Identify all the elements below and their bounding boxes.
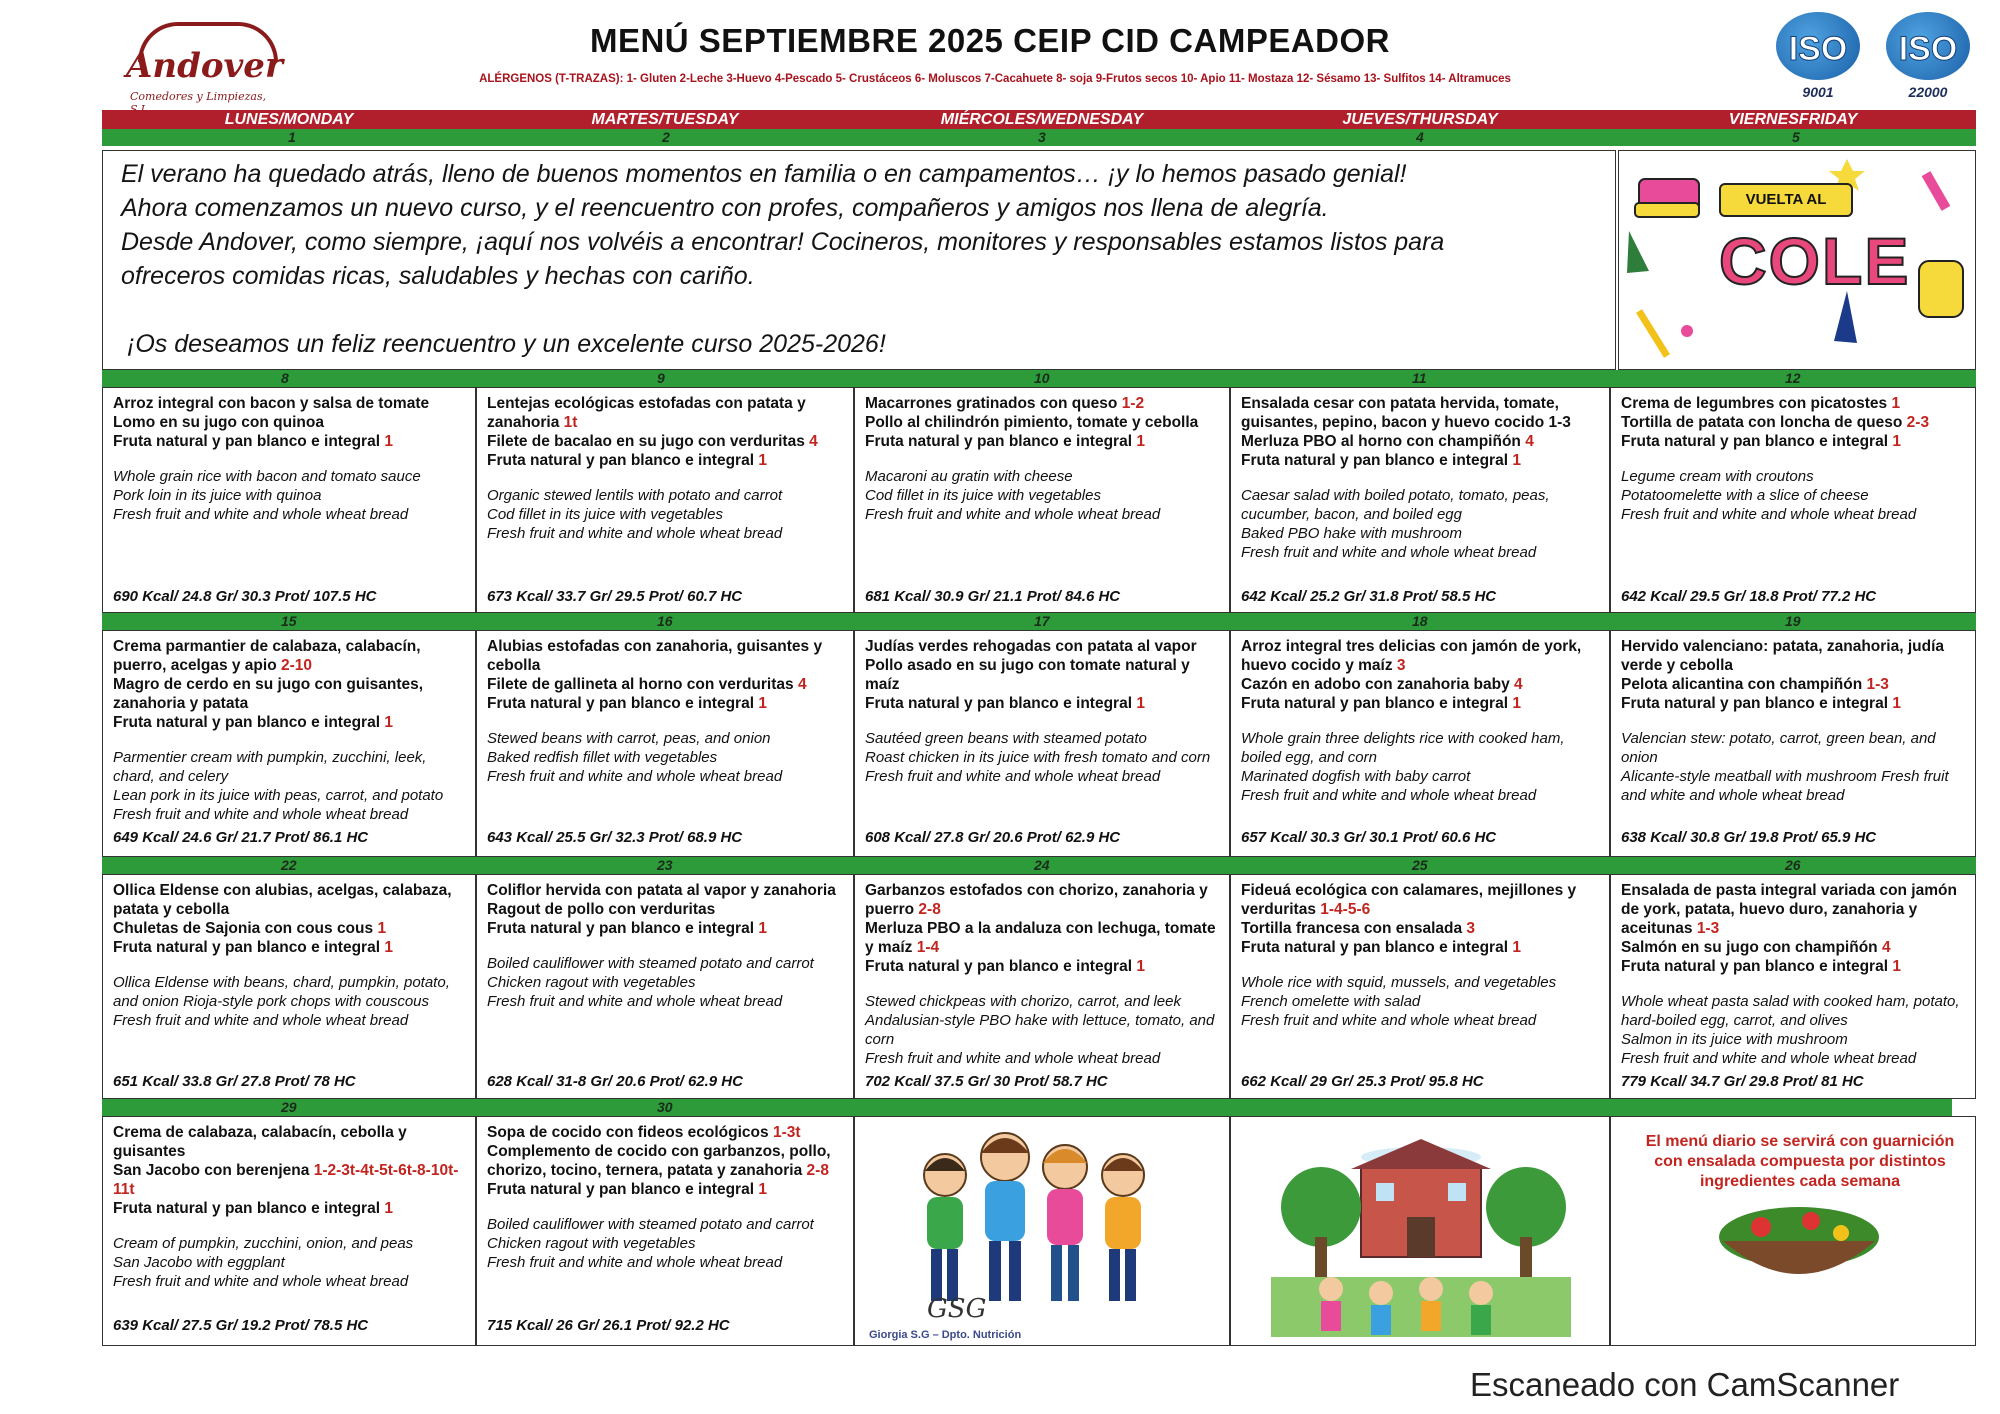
dish-spanish bbox=[487, 900, 847, 919]
menu-day-cell bbox=[854, 630, 1230, 857]
dish-spanish bbox=[113, 394, 469, 413]
day-number: 24 bbox=[1034, 857, 1050, 873]
nutrition-summary: 649 Kcal/ 24.6 Gr/ 21.7 Prot/ 86.1 HC bbox=[113, 829, 369, 846]
allergen-codes: 1-4 bbox=[916, 939, 940, 956]
dish-spanish bbox=[1621, 957, 1969, 976]
vuelta-al-badge: VUELTA AL bbox=[1719, 183, 1853, 217]
dish-spanish bbox=[487, 675, 847, 694]
dish-spanish bbox=[1241, 637, 1603, 675]
nutrition-summary: 681 Kcal/ 30.9 Gr/ 21.1 Prot/ 84.6 HC bbox=[865, 588, 1121, 605]
dish-text: Tortilla francesa con ensalada bbox=[1241, 920, 1467, 937]
nutrition-summary: 702 Kcal/ 37.5 Gr/ 30 Prot/ 58.7 HC bbox=[865, 1073, 1108, 1090]
allergen-codes: 3 bbox=[1396, 657, 1406, 674]
nutrition-summary: 651 Kcal/ 33.8 Gr/ 27.8 Prot/ 78 HC bbox=[113, 1073, 356, 1090]
intro-line: Ahora comenzamos un nuevo curso, y el reencuentro con profes, compañeros y amigos nos llena de alegría. bbox=[121, 194, 1329, 222]
dish-text: Arroz integral con bacon y salsa de tomate bbox=[113, 395, 430, 412]
nutrition-summary: 779 Kcal/ 34.7 Gr/ 29.8 Prot/ 81 HC bbox=[1621, 1073, 1864, 1090]
nutrition-summary: 662 Kcal/ 29 Gr/ 25.3 Prot/ 95.8 HC bbox=[1241, 1073, 1484, 1090]
menu-day-cell bbox=[1610, 630, 1976, 857]
dish-spanish bbox=[1241, 881, 1603, 919]
menu-day-cell bbox=[102, 874, 476, 1099]
dish-spanish bbox=[113, 881, 469, 919]
allergen-codes: 1 bbox=[384, 1200, 393, 1217]
dish-english: Fresh fruit and white and whole wheat bread bbox=[1621, 506, 1917, 523]
allergen-codes: 1 bbox=[1892, 695, 1901, 712]
dish-spanish bbox=[1241, 675, 1603, 694]
dish-text: Fruta natural y pan blanco e integral bbox=[113, 433, 385, 450]
dish-spanish bbox=[1241, 451, 1603, 470]
nutrition-summary: 639 Kcal/ 27.5 Gr/ 19.2 Prot/ 78.5 HC bbox=[113, 1317, 369, 1334]
dish-spanish bbox=[487, 881, 847, 900]
intro-line: ofreceros comidas ricas, saludables y hechas con cariño. bbox=[121, 262, 755, 290]
allergen-codes: 4 bbox=[809, 433, 818, 450]
allergen-codes: 1 bbox=[1136, 958, 1145, 975]
dish-text: Fruta natural y pan blanco e integral bbox=[1241, 452, 1513, 469]
menu-day-cell bbox=[102, 630, 476, 857]
allergen-codes: 4 bbox=[797, 676, 807, 693]
day-header-monday: LUNES/MONDAY bbox=[102, 110, 476, 129]
dish-english: Parmentier cream with pumpkin, zucchini, leek, chard, and celery bbox=[113, 749, 427, 785]
allergen-codes: 1t bbox=[563, 414, 578, 431]
allergen-codes: 1-2-3t-4t-5t-6t-8-10t-11t bbox=[113, 1162, 459, 1198]
dish-spanish bbox=[1621, 694, 1969, 713]
dish-english: Fresh fruit and white and whole wheat bread bbox=[865, 768, 1161, 785]
allergen-codes: 2-8 bbox=[918, 901, 941, 918]
menu-day-cell bbox=[1610, 874, 1976, 1099]
dish-spanish bbox=[865, 394, 1223, 413]
dish-text: Filete de gallineta al horno con verduritas bbox=[487, 676, 798, 693]
dish-text: Fruta natural y pan blanco e integral bbox=[487, 1181, 759, 1198]
svg-text:GSG: GSG bbox=[927, 1294, 987, 1324]
allergen-codes: 1 bbox=[1512, 452, 1521, 469]
allergen-codes: 1 bbox=[384, 939, 393, 956]
dish-spanish bbox=[1621, 881, 1969, 938]
dish-text: Ensalada cesar con patata hervida, tomate, guisantes, pepino, bacon y huevo cocido 1-3 bbox=[1241, 395, 1571, 431]
day-number: 29 bbox=[281, 1099, 297, 1115]
day-header-thursday: JUEVES/THURSDAY bbox=[1230, 110, 1610, 129]
dish-spanish bbox=[487, 637, 847, 675]
menu-day-cell bbox=[476, 874, 854, 1099]
intro-message bbox=[102, 150, 1616, 370]
dish-english: Fresh fruit and white and whole wheat bread bbox=[487, 993, 783, 1010]
allergen-codes: 1-2 bbox=[1121, 395, 1145, 412]
menu-day-cell bbox=[1230, 630, 1610, 857]
menu-day-cell bbox=[102, 1116, 476, 1346]
dish-text: Arroz integral tres delicias con jamón de york, huevo cocido y maíz bbox=[1241, 638, 1582, 674]
day-number: 18 bbox=[1412, 613, 1428, 629]
dish-text: Sopa de cocido con fideos ecológicos bbox=[487, 1124, 773, 1141]
day-number: 25 bbox=[1412, 857, 1428, 873]
dish-english: Marinated dogfish with baby carrot bbox=[1241, 768, 1471, 785]
allergen-codes: 2-3 bbox=[1906, 414, 1930, 431]
dish-english: Boiled cauliflower with steamed potato and carrot bbox=[487, 955, 814, 972]
dish-english: Chicken ragout with vegetables bbox=[487, 1235, 696, 1252]
week-number-bar bbox=[102, 370, 1976, 387]
day-number: 19 bbox=[1785, 613, 1801, 629]
nutrition-summary: 628 Kcal/ 31-8 Gr/ 20.6 Prot/ 62.9 HC bbox=[487, 1073, 743, 1090]
dish-english: Fresh fruit and white and whole wheat bread bbox=[113, 506, 409, 523]
week-number-bar bbox=[102, 613, 1976, 630]
dish-text: Fruta natural y pan blanco e integral bbox=[865, 433, 1137, 450]
dish-text: Judías verdes rehogadas con patata al vapor bbox=[865, 638, 1197, 655]
allergen-codes: 1 bbox=[1892, 433, 1901, 450]
dish-english: Stewed beans with carrot, peas, and onion bbox=[487, 730, 771, 747]
dish-spanish bbox=[865, 432, 1223, 451]
dish-spanish bbox=[113, 1161, 469, 1199]
dish-english: Baked redfish fillet with vegetables bbox=[487, 749, 718, 766]
day-number: 10 bbox=[1034, 370, 1050, 386]
dish-english: French omelette with salad bbox=[1241, 993, 1421, 1010]
dish-english: Fresh fruit and white and whole wheat bread bbox=[113, 1012, 409, 1029]
dish-spanish bbox=[1621, 432, 1969, 451]
dish-text: Pelota alicantina con champiñón bbox=[1621, 676, 1867, 693]
allergen-codes: 1 bbox=[1136, 433, 1145, 450]
nutrition-summary: 715 Kcal/ 26 Gr/ 26.1 Prot/ 92.2 HC bbox=[487, 1317, 730, 1334]
dish-spanish bbox=[487, 919, 847, 938]
dish-english: Fresh fruit and white and whole wheat bread bbox=[1241, 544, 1537, 561]
dish-text: Ensalada de pasta integral variada con jamón de york, patata, huevo duro, zanahoria y aceitunas bbox=[1621, 882, 1957, 937]
dish-text: Fruta natural y pan blanco e integral bbox=[487, 920, 759, 937]
allergen-codes: 1 bbox=[384, 433, 393, 450]
dish-text: Ollica Eldense con alubias, acelgas, calabaza, patata y cebolla bbox=[113, 882, 452, 918]
iso-22000-seal: ISO 22000 bbox=[1880, 12, 1978, 110]
dish-text: Fruta natural y pan blanco e integral bbox=[1621, 958, 1893, 975]
day-number: 12 bbox=[1785, 370, 1801, 386]
dish-text: Coliflor hervida con patata al vapor y zanahoria bbox=[487, 882, 836, 899]
menu-day-cell bbox=[102, 387, 476, 613]
dish-spanish bbox=[1621, 938, 1969, 957]
cole-word: COLE bbox=[1719, 224, 1911, 298]
dish-text: Fruta natural y pan blanco e integral bbox=[487, 695, 759, 712]
dish-text: Fruta natural y pan blanco e integral bbox=[1621, 433, 1893, 450]
dish-english: Andalusian-style PBO hake with lettuce, tomato, and corn bbox=[865, 1012, 1215, 1048]
day-number: 30 bbox=[657, 1099, 673, 1115]
day-number: 3 bbox=[1038, 129, 1046, 145]
dish-spanish bbox=[1621, 637, 1969, 675]
allergen-codes: 1-3t bbox=[772, 1124, 801, 1141]
dish-english: Chicken ragout with vegetables bbox=[487, 974, 696, 991]
menu-day-cell bbox=[1230, 387, 1610, 613]
dish-english: Fresh fruit and white and whole wheat bread bbox=[865, 506, 1161, 523]
dish-text: Filete de bacalao en su jugo con verduritas bbox=[487, 433, 810, 450]
nutrition-summary: 608 Kcal/ 27.8 Gr/ 20.6 Prot/ 62.9 HC bbox=[865, 829, 1121, 846]
dish-spanish bbox=[1241, 938, 1603, 957]
dish-spanish bbox=[487, 694, 847, 713]
dish-text: Chuletas de Sajonia con cous cous bbox=[113, 920, 378, 937]
allergen-codes: 4 bbox=[1525, 433, 1534, 450]
allergen-codes: 1 bbox=[758, 1181, 767, 1198]
dish-spanish bbox=[113, 713, 469, 732]
iso-9001-seal: ISO 9001 bbox=[1770, 12, 1868, 110]
nutrition-summary: 642 Kcal/ 25.2 Gr/ 31.8 Prot/ 58.5 HC bbox=[1241, 588, 1497, 605]
week-number-bar bbox=[102, 857, 1976, 874]
day-number: 4 bbox=[1416, 129, 1424, 145]
allergen-codes: 1 bbox=[758, 452, 767, 469]
allergen-codes: 1 bbox=[758, 695, 767, 712]
daily-menu-note: El menú diario se servirá con guarnición con ensalada compuesta por distintos ingredientes cada semana bbox=[1645, 1133, 1955, 1190]
dish-english: Roast chicken in its juice with fresh tomato and corn bbox=[865, 749, 1211, 766]
dish-spanish bbox=[1621, 413, 1969, 432]
dish-spanish bbox=[865, 957, 1223, 976]
dish-english: Fresh fruit and white and whole wheat bread bbox=[1621, 1050, 1917, 1067]
dish-english: Valencian stew: potato, carrot, green bean, and onion bbox=[1621, 730, 1936, 766]
day-number: 16 bbox=[657, 613, 673, 629]
menu-day-cell bbox=[854, 387, 1230, 613]
dish-english: Ollica Eldense with beans, chard, pumpkin, potato, and onion Rioja-style pork chops with couscous bbox=[113, 974, 450, 1010]
dish-text: Fruta natural y pan blanco e integral bbox=[113, 1200, 385, 1217]
dish-english: Fresh fruit and white and whole wheat bread bbox=[1241, 787, 1537, 804]
allergen-codes: 1-4-5-6 bbox=[1320, 901, 1371, 918]
dish-text: Macarrones gratinados con queso bbox=[865, 395, 1122, 412]
day-number: 23 bbox=[657, 857, 673, 873]
allergen-codes: 4 bbox=[1514, 676, 1523, 693]
dish-english: Organic stewed lentils with potato and carrot bbox=[487, 487, 783, 504]
day-number: 26 bbox=[1785, 857, 1801, 873]
dish-spanish bbox=[1241, 432, 1603, 451]
dish-english: Fresh fruit and white and whole wheat bread bbox=[487, 1254, 783, 1271]
andover-logo bbox=[120, 18, 290, 106]
dish-english: Fresh fruit and white and whole wheat bread bbox=[1241, 1012, 1537, 1029]
allergen-codes: 1 bbox=[1136, 695, 1145, 712]
dish-english: Fresh fruit and white and whole wheat bread bbox=[113, 1273, 409, 1290]
dish-english: Fresh fruit and white and whole wheat bread bbox=[487, 768, 783, 785]
dish-text: Crema de calabaza, calabacín, cebolla y guisantes bbox=[113, 1124, 407, 1160]
dish-text: Garbanzos estofados con chorizo, zanahoria y puerro bbox=[865, 882, 1208, 918]
day-number: 17 bbox=[1034, 613, 1050, 629]
dish-english: Sautéed green beans with steamed potato bbox=[865, 730, 1147, 747]
dish-english: Cod fillet in its juice with vegetables bbox=[865, 487, 1101, 504]
nutrition-signature: Giorgia S.G – Dpto. Nutrición bbox=[869, 1329, 1022, 1341]
allergen-codes: 2-8 bbox=[806, 1162, 829, 1179]
dish-spanish bbox=[487, 1180, 847, 1199]
dish-text: Complemento de cocido con garbanzos, pollo, chorizo, tocino, ternera, patata y zanahoria bbox=[487, 1143, 831, 1179]
dish-spanish bbox=[113, 432, 469, 451]
dish-english: Baked PBO hake with mushroom bbox=[1241, 525, 1462, 542]
allergen-codes: 1 bbox=[758, 920, 767, 937]
camscanner-watermark: Escaneado con CamScanner bbox=[1470, 1366, 1900, 1403]
day-number: 1 bbox=[288, 129, 296, 145]
menu-day-cell bbox=[476, 1116, 854, 1346]
dish-text: Fideuá ecológica con calamares, mejillones y verduritas bbox=[1241, 882, 1577, 918]
allergen-codes: 1-3 bbox=[1866, 676, 1889, 693]
dish-text: Fruta natural y pan blanco e integral bbox=[113, 939, 385, 956]
nutrition-summary: 657 Kcal/ 30.3 Gr/ 30.1 Prot/ 60.6 HC bbox=[1241, 829, 1497, 846]
dish-spanish bbox=[113, 938, 469, 957]
dish-english: Cod fillet in its juice with vegetables bbox=[487, 506, 723, 523]
allergen-codes: 1 bbox=[1892, 958, 1901, 975]
dish-english: Whole grain three delights rice with cooked ham, boiled egg, and corn bbox=[1241, 730, 1565, 766]
intro-wish: ¡Os deseamos un feliz reencuentro y un excelente curso 2025-2026! bbox=[127, 330, 886, 358]
dish-text: Fruta natural y pan blanco e integral bbox=[1621, 695, 1893, 712]
dish-english: Fresh fruit and white and whole wheat bread bbox=[113, 806, 409, 823]
day-number: 15 bbox=[281, 613, 297, 629]
day-header-tuesday: MARTES/TUESDAY bbox=[476, 110, 854, 129]
allergen-codes: 1 bbox=[377, 920, 387, 937]
dish-spanish bbox=[487, 432, 847, 451]
menu-day-cell bbox=[476, 630, 854, 857]
allergen-codes: 2-10 bbox=[280, 657, 313, 674]
dish-text: Crema de legumbres con picatostes bbox=[1621, 395, 1892, 412]
dish-spanish bbox=[865, 656, 1223, 694]
day-number: 9 bbox=[657, 370, 665, 386]
dish-spanish bbox=[113, 919, 469, 938]
allergen-codes: 4 bbox=[1881, 939, 1891, 956]
kids-illustration-cell bbox=[854, 1116, 1230, 1346]
dish-text: Fruta natural y pan blanco e integral bbox=[1241, 939, 1513, 956]
page-title: MENÚ SEPTIEMBRE 2025 CEIP CID CAMPEADOR bbox=[589, 22, 1391, 59]
dish-text: Magro de cerdo en su jugo con guisantes, zanahoria y patata bbox=[113, 676, 424, 712]
logo-tagline: Comedores y Limpiezas, bbox=[130, 90, 267, 103]
dish-english: Boiled cauliflower with steamed potato and carrot bbox=[487, 1216, 814, 1233]
school-building-illustration bbox=[1231, 1117, 1610, 1346]
day-number: 2 bbox=[662, 129, 670, 145]
day-number: 8 bbox=[281, 370, 289, 386]
allergen-codes: 1 bbox=[1891, 395, 1901, 412]
dish-spanish bbox=[113, 637, 469, 675]
day-number: 5 bbox=[1792, 129, 1800, 145]
dish-spanish bbox=[1621, 394, 1969, 413]
dish-text: Lomo en su jugo con quinoa bbox=[113, 414, 324, 431]
dish-text: Alubias estofadas con zanahoria, guisantes y cebolla bbox=[487, 638, 823, 674]
dish-english: Whole grain rice with bacon and tomato sauce bbox=[113, 468, 421, 485]
dish-spanish bbox=[1241, 919, 1603, 938]
dish-english: Potatoomelette with a slice of cheese bbox=[1621, 487, 1869, 504]
menu-day-cell bbox=[1230, 874, 1610, 1099]
dish-spanish bbox=[865, 694, 1223, 713]
dish-english: San Jacobo with eggplant bbox=[113, 1254, 285, 1271]
allergen-codes: 1-3 bbox=[1696, 920, 1720, 937]
allergens-legend: ALÉRGENOS (T-TRAZAS): 1- Gluten 2-Leche 3-Huevo 4-Pescado 5- Crustáceos 6- Moluscos 7-Cacahuete 8- soja 9-Frutos secos 10- Apio 11- Mostaza 12- Sésamo 13- Sulfitos 14- Altramuces bbox=[479, 73, 1511, 85]
menu-day-cell bbox=[854, 874, 1230, 1099]
dish-english: Fresh fruit and white and whole wheat bread bbox=[487, 525, 783, 542]
dish-text: Pollo al chilindrón pimiento, tomate y cebolla bbox=[865, 414, 1199, 431]
dish-text: Ragout de pollo con verduritas bbox=[487, 901, 716, 918]
school-illustration-cell bbox=[1230, 1116, 1610, 1346]
dish-spanish bbox=[1241, 694, 1603, 713]
dish-spanish bbox=[1241, 394, 1603, 432]
intro-line: El verano ha quedado atrás, lleno de buenos momentos en familia o en campamentos… ¡y lo hemos pasado genial! bbox=[121, 160, 1407, 188]
dish-text: Fruta natural y pan blanco e integral bbox=[1241, 695, 1513, 712]
allergen-codes: 1 bbox=[1512, 695, 1521, 712]
dish-text: Cazón en adobo con zanahoria baby bbox=[1241, 676, 1515, 693]
dish-text: San Jacobo con berenjena bbox=[113, 1162, 314, 1179]
dish-spanish bbox=[113, 1123, 469, 1161]
dish-spanish bbox=[113, 413, 469, 432]
dish-spanish bbox=[865, 919, 1223, 957]
vuelta-al-cole-illustration bbox=[1618, 150, 1976, 370]
week1-number-bar bbox=[102, 129, 1976, 146]
dish-english: Whole wheat pasta salad with cooked ham, potato, hard-boiled egg, carrot, and olives bbox=[1621, 993, 1960, 1029]
allergen-codes: 1 bbox=[384, 714, 393, 731]
logo-name: Andover bbox=[126, 46, 283, 86]
children-illustration bbox=[855, 1117, 1230, 1346]
dish-english: Stewed chickpeas with chorizo, carrot, and leek bbox=[865, 993, 1181, 1010]
day-number: 11 bbox=[1412, 370, 1427, 386]
dish-english: Caesar salad with boiled potato, tomato, peas, cucumber, bacon, and boiled egg bbox=[1241, 487, 1550, 523]
dish-text: Fruta natural y pan blanco e integral bbox=[113, 714, 385, 731]
dish-text: Fruta natural y pan blanco e integral bbox=[487, 452, 759, 469]
dish-spanish bbox=[487, 1142, 847, 1180]
dish-spanish bbox=[1621, 675, 1969, 694]
dish-english: Fresh fruit and white and whole wheat bread bbox=[865, 1050, 1161, 1067]
dish-english: Pork loin in its juice with quinoa bbox=[113, 487, 322, 504]
nutrition-summary: 643 Kcal/ 25.5 Gr/ 32.3 Prot/ 68.9 HC bbox=[487, 829, 743, 846]
dish-spanish bbox=[113, 675, 469, 713]
dish-spanish bbox=[487, 394, 847, 432]
dish-spanish bbox=[865, 637, 1223, 656]
dish-text: Merluza PBO al horno con champiñón bbox=[1241, 433, 1526, 450]
dish-text: Pollo asado en su jugo con tomate natural y maíz bbox=[865, 657, 1190, 693]
dish-text: Merluza PBO a la andaluza con lechuga, tomate y maíz bbox=[865, 920, 1216, 956]
dish-english: Macaroni au gratin with cheese bbox=[865, 468, 1073, 485]
dish-english: Alicante-style meatball with mushroom Fresh fruit and white and whole wheat bread bbox=[1621, 768, 1949, 804]
intro-line: Desde Andover, como siempre, ¡aquí nos volvéis a encontrar! Cocineros, monitores y responsables estamos listos para bbox=[121, 228, 1445, 256]
dish-english: Salmon in its juice with mushroom bbox=[1621, 1031, 1848, 1048]
dish-text: Salmón en su jugo con champiñón bbox=[1621, 939, 1882, 956]
dish-english: Whole rice with squid, mussels, and vegetables bbox=[1241, 974, 1557, 991]
day-number: 22 bbox=[281, 857, 297, 873]
dish-text: Lentejas ecológicas estofadas con patata y zanahoria bbox=[487, 395, 806, 431]
allergen-codes: 3 bbox=[1466, 920, 1476, 937]
dish-spanish bbox=[487, 1123, 847, 1142]
day-header-wednesday: MIÉRCOLES/WEDNESDAY bbox=[854, 110, 1230, 129]
allergen-codes: 1 bbox=[1512, 939, 1521, 956]
nutrition-summary: 673 Kcal/ 33.7 Gr/ 29.5 Prot/ 60.7 HC bbox=[487, 588, 743, 605]
menu-day-cell bbox=[476, 387, 854, 613]
dish-text: Fruta natural y pan blanco e integral bbox=[865, 695, 1137, 712]
day-header-friday: VIERNESFRIDAY bbox=[1610, 110, 1976, 129]
nutrition-summary: 642 Kcal/ 29.5 Gr/ 18.8 Prot/ 77.2 HC bbox=[1621, 588, 1877, 605]
menu-day-cell bbox=[1610, 387, 1976, 613]
nutrition-summary: 638 Kcal/ 30.8 Gr/ 19.8 Prot/ 65.9 HC bbox=[1621, 829, 1877, 846]
dish-text: Crema parmantier de calabaza, calabacín, puerro, acelgas y apio bbox=[113, 638, 421, 674]
dish-text: Fruta natural y pan blanco e integral bbox=[865, 958, 1137, 975]
dish-english: Cream of pumpkin, zucchini, onion, and peas bbox=[113, 1235, 414, 1252]
nutrition-summary: 690 Kcal/ 24.8 Gr/ 30.3 Prot/ 107.5 HC bbox=[113, 588, 377, 605]
week-number-bar bbox=[102, 1099, 1952, 1116]
dish-spanish bbox=[113, 1199, 469, 1218]
dish-spanish bbox=[865, 881, 1223, 919]
dish-spanish bbox=[865, 413, 1223, 432]
dish-text: Tortilla de patata con loncha de queso bbox=[1621, 414, 1907, 431]
dish-spanish bbox=[487, 451, 847, 470]
dish-english: Legume cream with croutons bbox=[1621, 468, 1814, 485]
dish-english: Lean pork in its juice with peas, carrot, and potato bbox=[113, 787, 444, 804]
dish-text: Hervido valenciano: patata, zanahoria, judía verde y cebolla bbox=[1621, 638, 1945, 674]
